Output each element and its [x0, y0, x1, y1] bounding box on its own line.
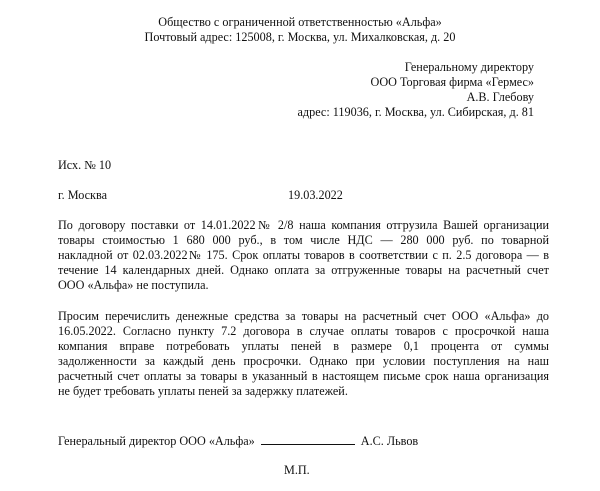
city: г. Москва: [58, 188, 107, 202]
paragraph-line: По договору поставки от 14.01.2022№ 2/8 наша компания отгрузила Вашей организации: [58, 218, 549, 232]
paragraph-line: ООО «Альфа» не поступила.: [58, 278, 209, 292]
signatory-name: А.С. Львов: [360, 434, 419, 448]
company-name: Общество с ограниченной ответственностью «Альфа»: [158, 15, 442, 29]
outgoing-number: Исх. № 10: [58, 158, 112, 172]
letter-date: 19.03.2022: [288, 188, 343, 202]
paragraph-line: накладной от 02.03.2022№ 175. Срок оплаты товаров в соответствии с п. 2.5 договора — в: [58, 248, 549, 262]
paragraph-line: течение 14 календарных дней. Однако оплата за отгруженные товары на расчетный счет: [58, 263, 549, 277]
paragraph-line: не будет требовать уплаты пеней за задержку платежей.: [58, 384, 348, 398]
paragraph-line: 16.05.2022. Согласно пункту 7.2 договора в случае оплаты товаров с просрочкой наша: [58, 324, 549, 338]
paragraph-claim: [58, 218, 549, 293]
signature-line: [261, 433, 355, 445]
addressee-address: адрес: 119036, г. Москва, ул. Сибирская, д. 81: [297, 105, 534, 119]
signatory-position: Генеральный директор ООО «Альфа»: [58, 434, 255, 448]
paragraph-line: товары стоимостью 1 680 000 руб., в том числе НДС — 280 000 руб. по товарной: [58, 233, 549, 247]
paragraph-line: задолженности за каждый день просрочки. Однако при условии поступления на наш: [58, 354, 549, 368]
postal-address: Почтовый адрес: 125008, г. Москва, ул. Михалковская, д. 20: [144, 30, 456, 44]
paragraph-line: Просим перечислить денежные средства за товары на расчетный счет ООО «Альфа» до: [58, 309, 549, 323]
paragraph-request: [58, 309, 549, 399]
signature-block: [58, 433, 418, 449]
addressee-line3: А.В. Глебову: [466, 90, 534, 104]
addressee-line1: Генеральному директору: [404, 60, 534, 74]
paragraph-line: компания вправе потребовать уплаты пеней в размере 0,1 процента от суммы: [58, 339, 549, 353]
paragraph-line: расчетный счет оплаты за товары в указанный в настоящем письме срок наша организация: [58, 369, 549, 383]
addressee-line2: ООО Торговая фирма «Гермес»: [370, 75, 534, 89]
stamp-place: М.П.: [284, 463, 310, 477]
